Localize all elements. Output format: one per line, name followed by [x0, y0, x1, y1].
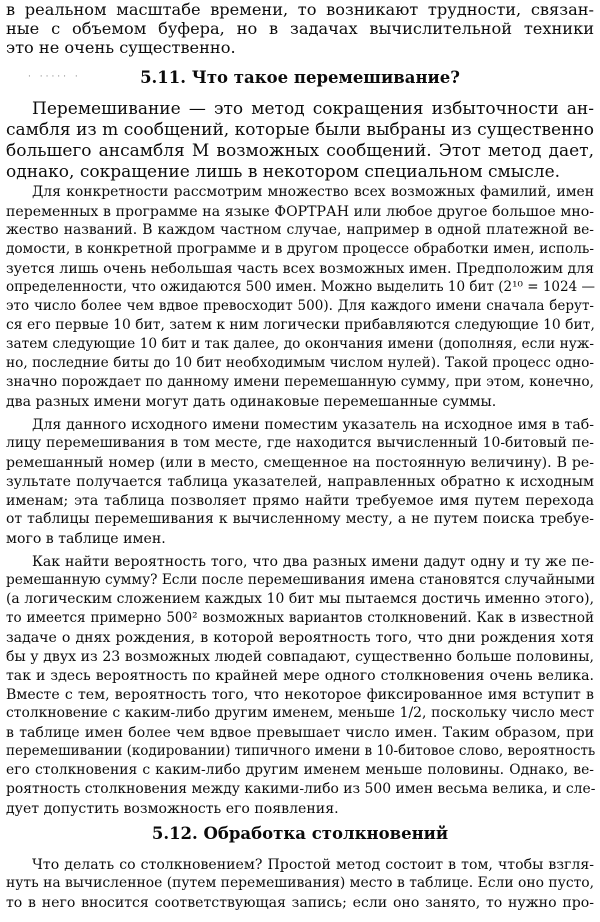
text-line: в таблице имен более чем вдвое превышает число имен. Таким образом, при: [6, 725, 594, 741]
text-line: задаче о днях рождения, в которой вероятность того, что дни рождения хотя: [6, 630, 594, 646]
text-line: столкновение с каким-либо другим именем, меньше 1/2, поскольку число мест: [6, 705, 594, 721]
text-line: определенности, что ожидаются 500 имен. Можно выделить 10 бит (2¹⁰ = 1024 —: [6, 279, 595, 295]
text-line: ремешанный номер (или в место, смещенное на постоянную величину). В ре-: [6, 455, 594, 471]
text-line: именам; эта таблица позволяет прямо найти требуемое имя путем перехода: [6, 493, 594, 509]
text-line: ные с объемом буфера, но в задачах вычислительной техники: [6, 19, 594, 38]
text-line: но, последние биты до 10 бит необходимым числом нулей). Такой процесс одно-: [6, 355, 594, 371]
text-line: это число более чем вдвое превосходит 500). Для каждого имени сначала берут-: [6, 298, 594, 314]
text-line: значно порождает по данному имени перемешанную сумму, при этом, конечно,: [6, 374, 594, 390]
text-line: (а логическим сложением каждых 10 бит мы пытаемся достичь именно этого),: [6, 591, 594, 607]
text-line: так и здесь вероятность по крайней мере одного столкновения очень велика.: [6, 668, 594, 684]
text-line: затем следующие 10 бит и так далее, до окончания имени (дополняя, если нуж-: [6, 336, 594, 352]
text-line: домости, в конкретной программе и в другом процессе обработки имен, исполь-: [6, 241, 594, 257]
text-line: зуется лишь очень небольшая часть всех возможных имен. Предположим для: [6, 261, 594, 277]
text-line: то в него вносится соответствующая запись; если оно занято, то нужно про-: [6, 895, 594, 911]
text-line: переменных в программе на языке ФОРТРАН или любое другое большое мно-: [6, 204, 594, 220]
text-line: самбля из m сообщений, которые были выбраны из существенно: [6, 120, 594, 140]
text-line: дует допустить возможность его появления.: [6, 801, 339, 817]
text-line: бы у двух из 23 возможных людей совпадают, существенно больше половины,: [6, 649, 594, 665]
scan-specks: · ····· ·: [28, 72, 81, 82]
text-line: лицу перемешивания в том месте, где находится вычисленный 10-битовый пе-: [6, 435, 594, 451]
text-line: его столкновения с каким-либо другим именем меньше половины. Однако, ве-: [6, 762, 594, 778]
text-line: нуть на вычисленное (путем перемешивания) место в таблице. Если оно пусто,: [6, 875, 595, 891]
text-line: Как найти вероятность того, что два разных имени дадут одну и ту же пе-: [32, 554, 594, 570]
text-line: Перемешивание — это метод сокращения избыточности ан-: [32, 99, 594, 119]
text-line: роятность столкновения между какими-либо из 500 имен весьма велика, и сле-: [6, 781, 596, 797]
text-line: Для конкретности рассмотрим множество всех возможных фамилий, имен: [32, 184, 594, 200]
text-line: большего ансамбля M возможных сообщений. Этот метод дает,: [6, 141, 594, 161]
section-heading-5-11: 5.11. Что такое перемешивание?: [140, 68, 460, 87]
section-heading-5-12: 5.12. Обработка столкновений: [151, 824, 449, 843]
text-line: Что делать со столкновением? Простой метод состоит в том, чтобы взгля-: [32, 857, 594, 873]
text-line: жество названий. В каждом частном случае, например в одной платежной ве-: [6, 222, 594, 238]
text-line: это не очень существенно.: [6, 38, 236, 57]
text-line: то имеется примерно 500² возможных вариантов столкновений. Как в известной: [6, 610, 594, 626]
text-line: от таблицы перемешивания к вычисленному месту, а не путем поиска требуе-: [6, 511, 594, 527]
text-line: ся его первые 10 бит, затем к ним логически прибавляются следующие 10 бит,: [6, 317, 595, 333]
text-line: зультате получается таблица указателей, направленных обратно к исходным: [6, 474, 594, 490]
text-line: ремешанную сумму? Если после перемешивания имена становятся случайными: [6, 572, 595, 588]
text-line: в реальном масштабе времени, то возникают трудности, связан-: [6, 0, 594, 19]
text-line: однако, сокращение лишь в некотором специальном смысле.: [6, 162, 561, 182]
text-line: перемешивании (кодировании) типичного имени в 10-битовое слово, вероятность: [6, 743, 596, 759]
text-line: два разных имени могут дать одинаковые перемешанные суммы.: [6, 394, 497, 410]
text-line: Для данного исходного имени поместим указатель на исходное имя в таб-: [32, 417, 594, 433]
text-line: мого в таблице имен.: [6, 531, 166, 547]
text-line: Вместе с тем, вероятность того, что некоторое фиксированное имя вступит в: [6, 687, 594, 703]
